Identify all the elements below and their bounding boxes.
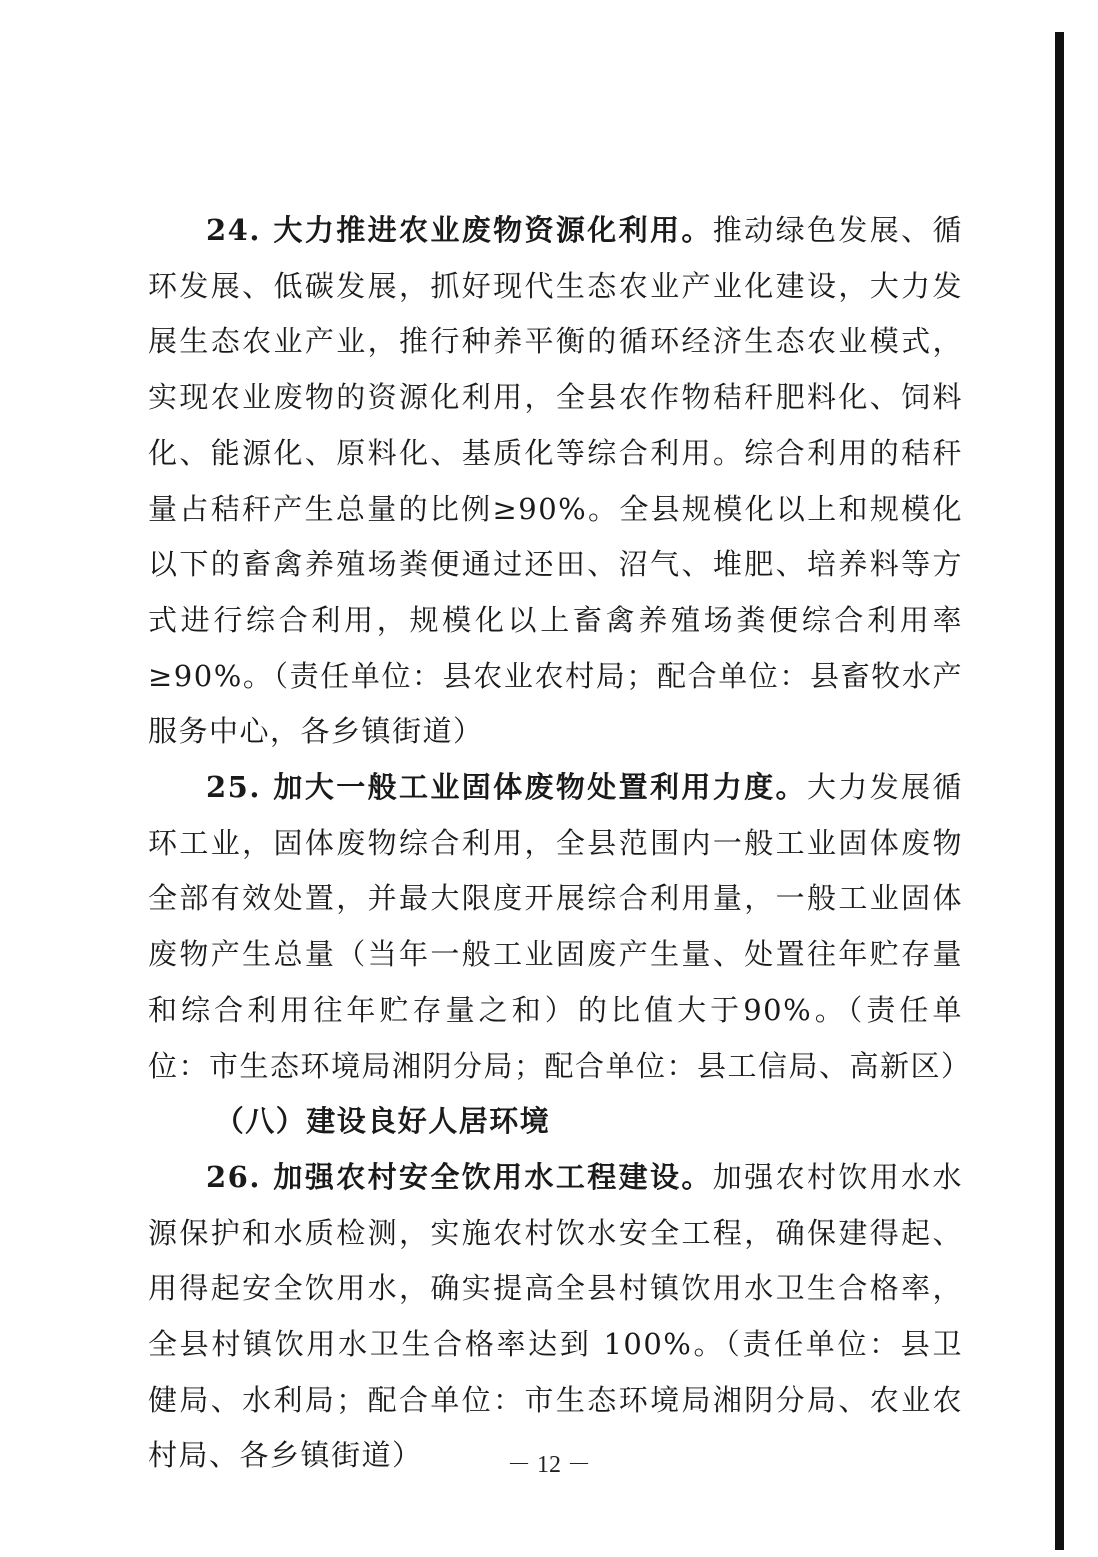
paragraph-25 xyxy=(148,760,972,1094)
paragraph-25-text: 大力发展循环工业，固体废物综合利用，全县范围内一般工业固体废物全部有效处置，并最大限度开展综合利用量，一般工业固体废物产生总量（当年一般工业固废产生量、处置往年贮存量和综合利用往年贮存量之和）的比值大于90%。（责任单位：市生态环境局湘阴分局；配合单位：县工信局、高新区） xyxy=(148,770,972,1083)
paragraph-24 xyxy=(148,203,963,760)
paragraph-26-text: 加强农村饮用水水源保护和水质检测，实施农村饮水安全工程，确保建得起、用得起安全饮用水，确实提高全县村镇饮用水卫生合格率，全县村镇饮用水卫生合格率达到 100%。（责任单位：县卫健局、水利局；配合单位：市生态环境局湘阴分局、农业农村局、各乡镇街道） xyxy=(148,1159,963,1473)
paragraph-24-text: 推动绿色发展、循环发展、低碳发展，抓好现代生态农业产业化建设，大力发展生态农业产业，推行种养平衡的循环经济生态农业模式，实现农业废物的资源化利用，全县农作物秸秆肥料化、饲料化、能源化、原料化、基质化等综合利用。综合利用的秸秆量占秸秆产生总量的比例≥90%。全县规模化以上和规模化以下的畜禽养殖场粪便通过还田、沼气、堆肥、培养料等方式进行综合利用，规模化以上畜禽养殖场粪便综合利用率≥90%。（责任单位：县农业农村局；配合单位：县畜牧水产服务中心，各乡镇街道） xyxy=(148,213,963,749)
document-body xyxy=(148,203,972,1484)
section-heading: （八）建设良好人居环境 xyxy=(214,1104,551,1139)
paragraph-25-heading: 25. 加大一般工业固体废物处置利用力度。 xyxy=(206,770,807,805)
paragraph-26-heading: 26. 加强农村安全饮用水工程建设。 xyxy=(206,1159,713,1194)
page-number: － 12 － xyxy=(507,1452,591,1478)
paragraph-24-heading: 24. 大力推进农业废物资源化利用。 xyxy=(206,213,713,247)
paragraph-26 xyxy=(148,1150,963,1484)
scan-edge-bar xyxy=(1055,32,1064,1550)
